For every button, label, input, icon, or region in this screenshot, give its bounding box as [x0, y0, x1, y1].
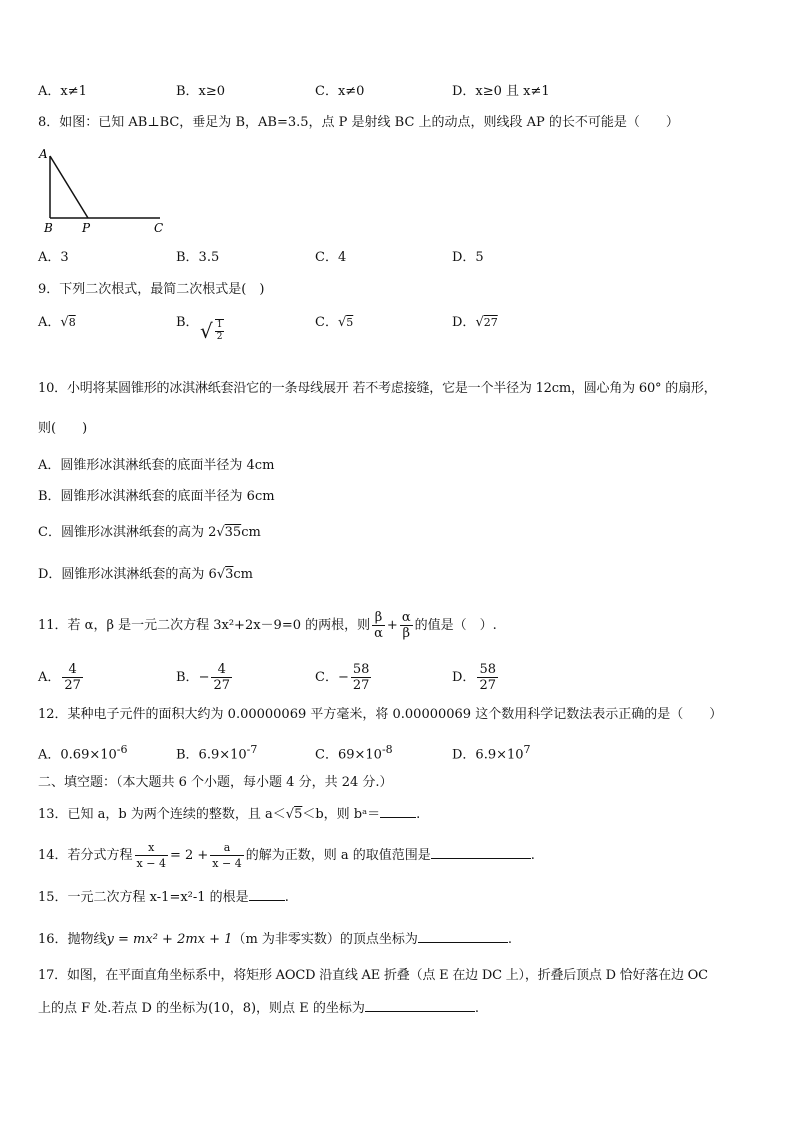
q16: 16．抛物线y = mx² + 2mx + 1（m 为非零实数）的顶点坐标为 . — [38, 932, 513, 947]
sqrt-icon: √ — [285, 807, 295, 822]
q12-options — [38, 740, 758, 762]
sqrt-icon: √ — [337, 315, 347, 330]
q7-options — [38, 82, 758, 104]
q9-stem: 9．下列二次根式，最简二次根式是( ) — [38, 282, 265, 297]
q15: 15．一元二次方程 x-1=x²-1 的根是 . — [38, 890, 289, 905]
q9-b-fraction: $\frac{1}{2}$ — [216, 320, 223, 342]
q13: 13．已知 a，b 为两个连续的整数，且 a＜√5＜b，则 bᵃ＝ . — [38, 807, 421, 822]
q8-figure — [36, 146, 166, 236]
q10-option-c: C．圆锥形冰淇淋纸套的高为 2√35cm — [38, 525, 261, 540]
q8-option-a: A．3 — [38, 250, 69, 265]
radicand: 8 — [68, 316, 76, 329]
sqrt-icon: √ — [475, 315, 484, 330]
q10-stem-2: 则( ) — [38, 421, 88, 436]
q9-option-c: C．√5 — [315, 315, 354, 330]
answer-blank[interactable] — [365, 999, 475, 1012]
section-heading: 二、填空题：（本大题共 6 个小题，每小题 4 分，共 24 分.） — [38, 775, 393, 790]
q9-option-a: A．√8 — [38, 315, 76, 330]
q9-option-b: B． — [176, 315, 199, 330]
answer-blank[interactable] — [249, 888, 285, 901]
q9-option-b-radical — [200, 319, 226, 343]
segment-ap — [50, 156, 88, 218]
q10-option-b: B．圆锥形冰淇淋纸套的底面半径为 6cm — [38, 489, 275, 504]
fraction: $\frac{4}{27}$ — [64, 662, 81, 693]
q11-options — [38, 658, 758, 698]
radicand: 5 — [346, 316, 354, 329]
sqrt-icon: √ — [216, 525, 225, 540]
label-a: A — [39, 147, 48, 161]
q11-option-a: A． $\frac{4}{27}$ — [38, 662, 81, 693]
fraction: $\frac{4}{27}$ — [213, 662, 231, 693]
q8-option-d: D．5 — [452, 250, 484, 265]
fraction-beta-over-alpha: $\frac{\beta}{\alpha}$ — [374, 610, 383, 641]
answer-blank[interactable] — [431, 846, 531, 859]
answer-blank[interactable] — [418, 930, 508, 943]
q9-option-d: D．√27 — [452, 315, 498, 330]
sqrt-icon: √ — [216, 567, 226, 582]
q17-line-2: 上的点 F 处.若点 D 的坐标为(10，8)，则点 E 的坐标为 . — [38, 1001, 479, 1016]
q12-option-d: D．$6.9\times 10^7$ — [452, 743, 531, 763]
q8-option-b: B．3.5 — [176, 250, 220, 265]
q8-options — [38, 248, 758, 270]
sqrt-icon: √ — [60, 315, 69, 330]
q7-option-d: D．x≥0 且 x≠1 — [452, 84, 550, 99]
fraction: $\frac{58}{27}$ — [479, 662, 496, 693]
q11-option-c: C．− $\frac{58}{27}$ — [315, 662, 370, 693]
q8-stem: 8．如图：已知 AB⊥BC，垂足为 B，AB=3.5，点 P 是射线 BC 上的动点，则线段 AP 的长不可能是（ ） — [38, 115, 679, 130]
q7-option-b: B．x≥0 — [176, 84, 226, 99]
fraction: $\frac{58}{27}$ — [352, 662, 370, 693]
q17-line-1: 17．如图，在平面直角坐标系中，将矩形 AOCD 沿直线 AE 折叠（点 E 在边 DC 上），折叠后顶点 D 恰好落在边 OC — [38, 968, 708, 983]
q11-stem: 11．若 α，β 是一元二次方程 3x²+2x－9=0 的两根，则 $\frac{\beta}{\alpha}$ + $\frac{\alpha}{\beta}$ 的值是（ ）. — [38, 610, 497, 641]
q7-option-a: A．x≠1 — [38, 84, 87, 99]
label-b: B — [44, 221, 53, 235]
q12-option-c: C．$69\times 10^{-8}$ — [315, 743, 393, 763]
fraction-alpha-over-beta: $\frac{\alpha}{\beta}$ — [401, 610, 411, 641]
q12-option-a: A．$0.69\times 10^{-6}$ — [38, 743, 128, 763]
label-c: C — [154, 221, 164, 235]
sqrt-icon: √ — [200, 319, 213, 343]
label-p: P — [82, 221, 91, 235]
q14: 14．若分式方程 $\frac{x}{x - 4}$ = 2 + $\frac{a}{x - 4}$ 的解为正数，则 a 的取值范围是 . — [38, 841, 535, 870]
q11-option-b: B．− $\frac{4}{27}$ — [176, 662, 231, 693]
fraction: $\frac{x}{x - 4}$ — [136, 841, 166, 870]
q7-option-c: C．x≠0 — [315, 84, 365, 99]
q8-option-c: C．4 — [315, 250, 347, 265]
q9-options — [38, 313, 758, 357]
q12-stem: 12．某种电子元件的面积大约为 0.00000069 平方毫米，将 0.00000069 这个数用科学记数法表示正确的是（ ） — [38, 707, 723, 722]
q12-option-b: B．$6.9\times 10^{-7}$ — [176, 743, 258, 763]
answer-blank[interactable] — [380, 805, 416, 818]
q11-option-d: D． $\frac{58}{27}$ — [452, 662, 496, 693]
radicand: 27 — [483, 316, 498, 329]
q10-stem: 10．小明将某圆锥形的冰淇淋纸套沿它的一条母线展开 若不考虑接缝，它是一个半径为 12cm，圆心角为 60° 的扇形， — [38, 381, 717, 396]
q10-option-d: D．圆锥形冰淇淋纸套的高为 6√3cm — [38, 567, 254, 582]
fraction: $\frac{a}{x - 4}$ — [212, 841, 242, 870]
q10-option-a: A．圆锥形冰淇淋纸套的底面半径为 4cm — [38, 458, 275, 473]
